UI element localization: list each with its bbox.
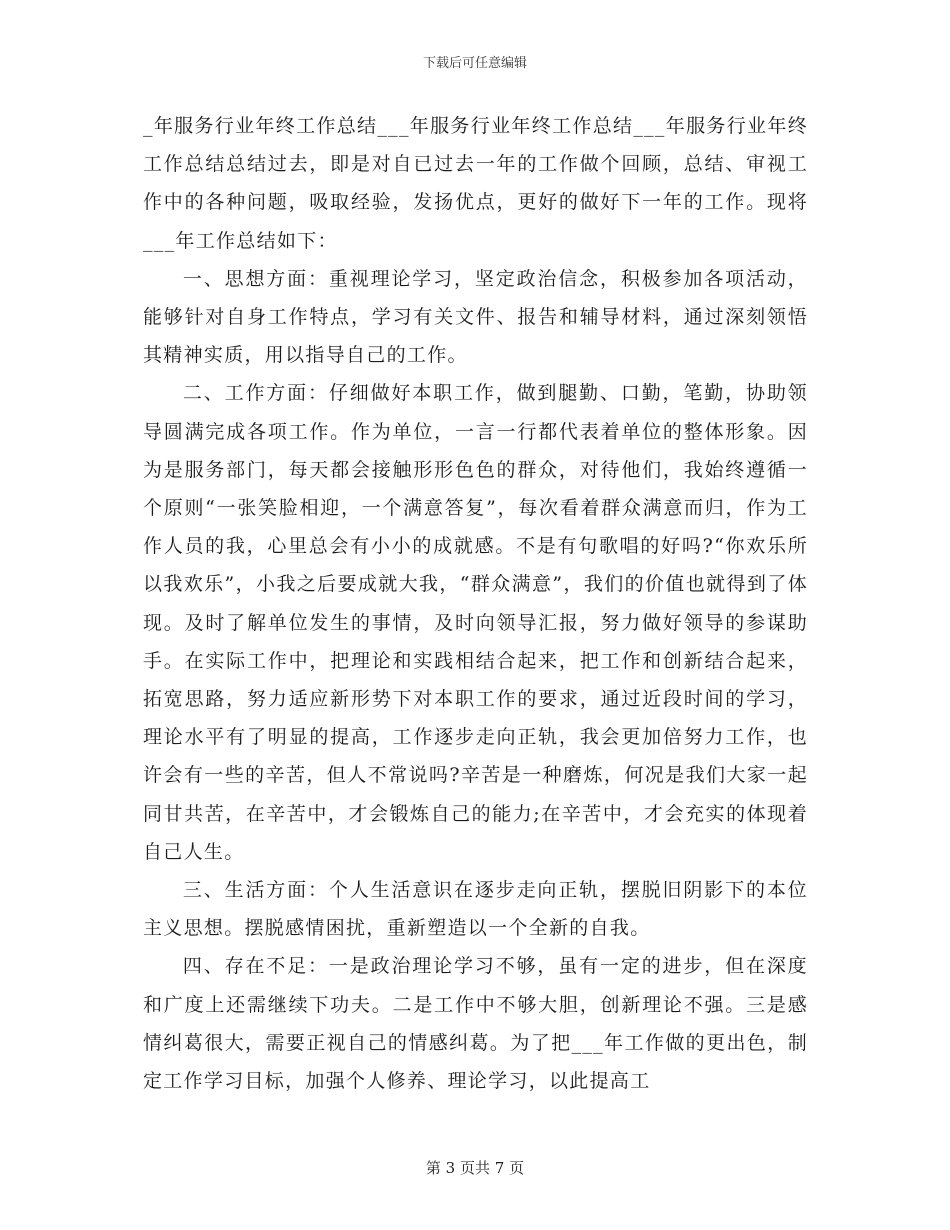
- paragraph-work: 二、工作方面：仔细做好本职工作，做到腿勤、口勤，笔勤，协助领导圆满完成各项工作。作为单位，一言一行都代表着单位的整体形象。因为是服务部门，每天都会接触形形色色的群众，对待他们，我始终遵循一个原则“一张笑脸相迎，一个满意答复”，每次看着群众满意而归，作为工作人员的我，心里总会有小小的成就感。不是有句歌唱的好吗?“你欢乐所以我欢乐”，小我之后要成就大我，“群众满意”，我们的价值也就得到了体现。及时了解单位发生的事情，及时向领导汇报，努力做好领导的参谋助手。在实际工作中，把理论和实践相结合起来，把工作和创新结合起来，拓宽思路，努力适应新形势下对本职工作的要求，通过近段时间的学习，理论水平有了明显的提高，工作逐步走向正轨，我会更加倍努力工作，也许会有一些的辛苦，但人不常说吗?辛苦是一种磨炼，何况是我们大家一起同甘共苦，在辛苦中，才会锻炼自己的能力;在辛苦中，才会充实的体现着自己人生。: [143, 382, 808, 863]
- paragraph-intro: _年服务行业年终工作总结___年服务行业年终工作总结___年服务行业年终工作总结总结过去，即是对自已过去一年的工作做个回顾，总结、审视工作中的各种问题，吸取经验，发扬优点，更好的做好下一年的工作。现将___年工作总结如下：: [143, 115, 808, 252]
- page-number: 第 3 页共 7 页: [425, 1159, 525, 1177]
- page-header: 下载后可任意编辑: [422, 56, 527, 71]
- paragraph-life: 三、生活方面：个人生活意识在逐步走向正轨，摆脱旧阴影下的本位主义思想。摆脱感情困扰，重新塑造以一个全新的自我。: [143, 879, 808, 940]
- document-body: [143, 107, 808, 1100]
- paragraph-shortcomings: 四、存在不足：一是政治理论学习不够，虽有一定的进步，但在深度和广度上还需继续下功夫。二是工作中不够大胆，创新理论不强。三是感情纠葛很大，需要正视自己的情感纠葛。为了把___年工作做的更出色，制定工作学习目标，加强个人修养、理论学习，以此提高工: [143, 955, 808, 1093]
- paragraph-thought: 一、思想方面：重视理论学习，坚定政治信念，积极参加各项活动，能够针对自身工作特点，学习有关文件、报告和辅导材料，通过深刻领悟其精神实质，用以指导自己的工作。: [143, 267, 808, 367]
